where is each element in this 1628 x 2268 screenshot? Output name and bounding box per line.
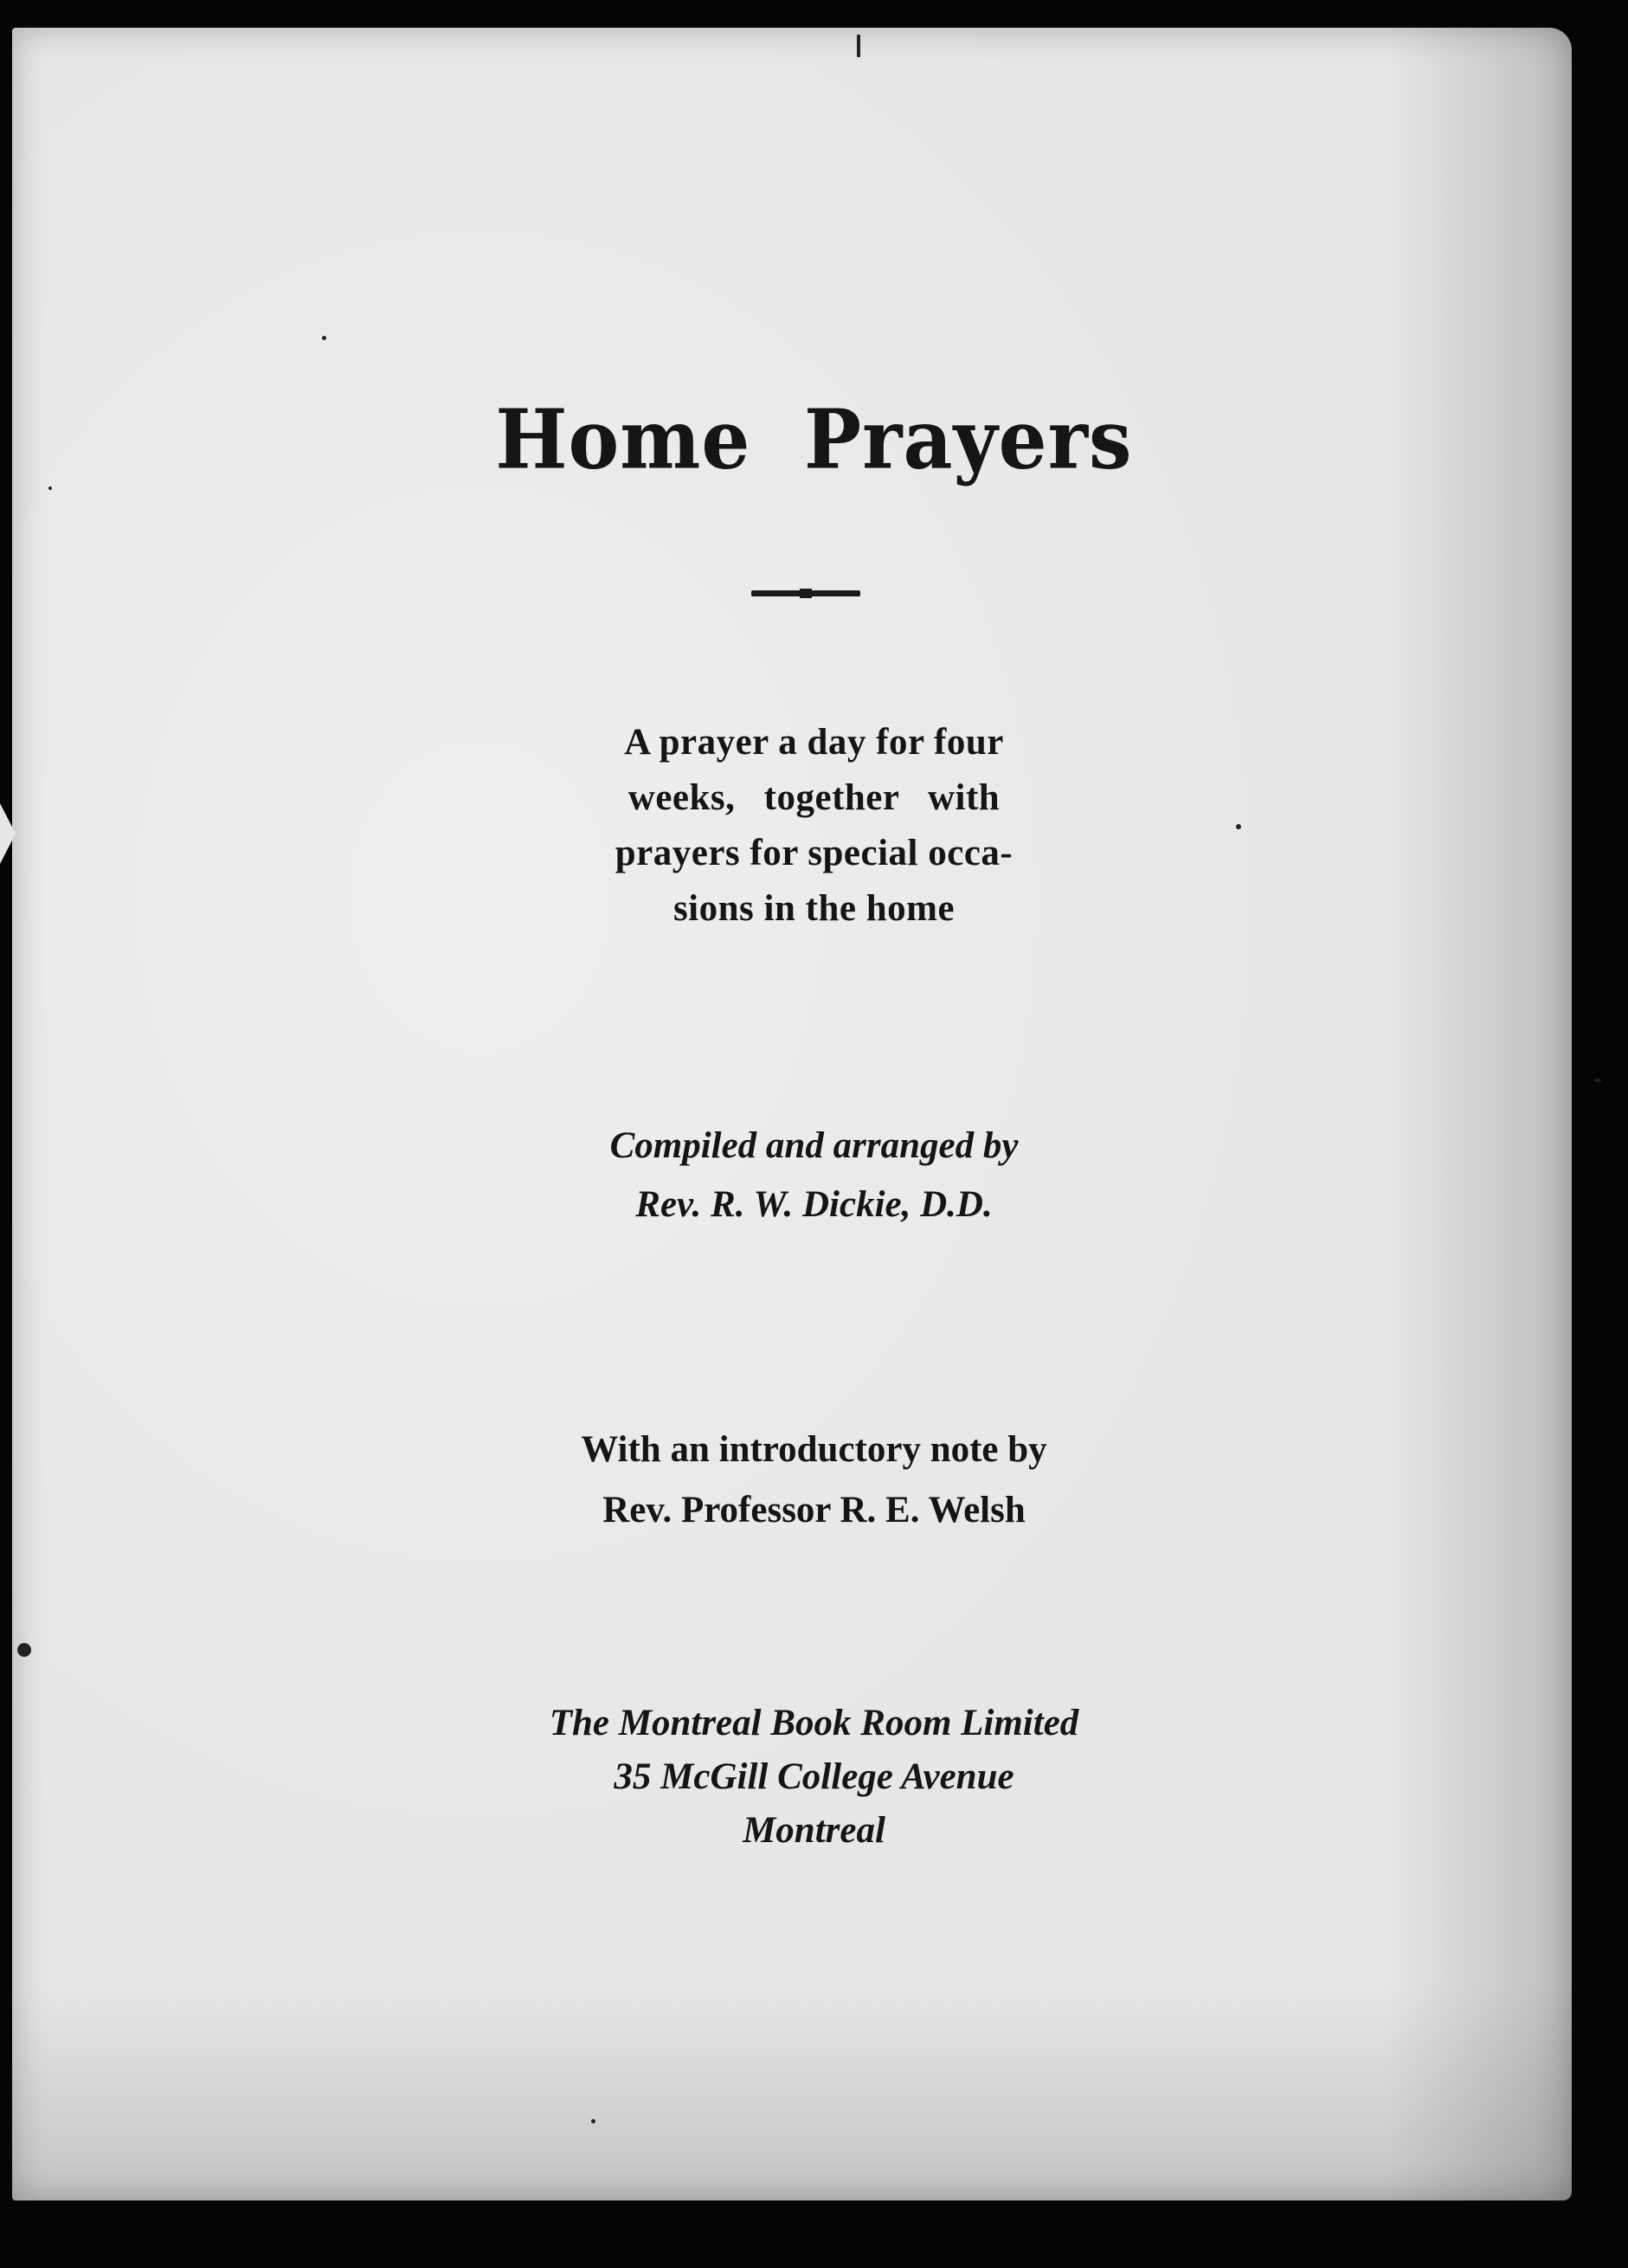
publisher-address: 35 McGill College Avenue [614,1756,1014,1797]
introduction-credit-line: With an introductory note by [581,1429,1047,1470]
dust-speck [17,1643,31,1657]
dust-speck [591,2119,595,2123]
dust-speck [1594,1079,1601,1082]
compiler-credit-line: Compiled and arranged by [609,1125,1019,1166]
introduction-author: Rev. Professor R. E. Welsh [602,1490,1026,1530]
publisher-imprint [0,1697,1628,1858]
compiler-credit [0,1117,1628,1234]
publisher-name: The Montreal Book Room Limited [549,1703,1079,1743]
description-line: sions in the home [672,888,956,929]
description-line: prayers for special occa- [615,833,1013,873]
compiler-name: Rev. R. W. Dickie, D.D. [635,1184,993,1225]
introduction-credit [0,1420,1628,1541]
dust-speck [322,336,326,340]
book-title: Home Prayers [495,390,1133,488]
description-line: weeks, together with [627,777,1001,818]
title-page [12,28,1572,2200]
dust-speck [857,35,860,57]
description-line: A prayer a day for four [624,722,1004,763]
book-description [0,715,1628,937]
dust-speck [1236,824,1241,829]
dust-speck [48,486,52,490]
ornamental-rule [751,590,860,596]
publisher-city: Montreal [743,1810,885,1851]
